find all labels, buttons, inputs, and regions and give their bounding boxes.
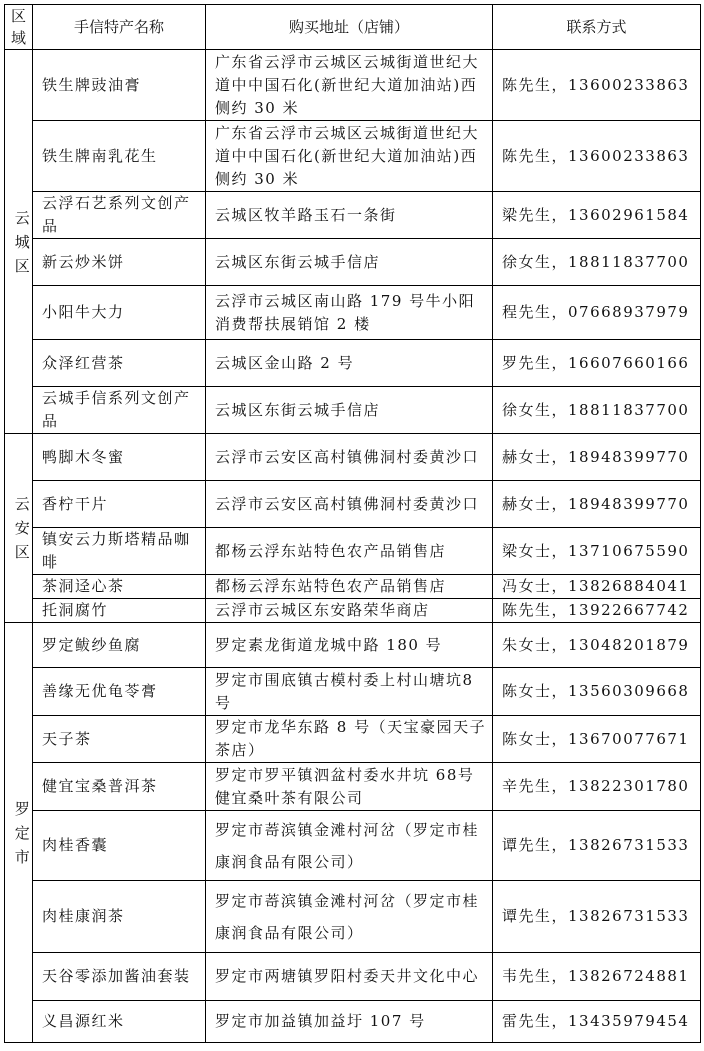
contact-cell: 陈先生，13600233863 <box>493 121 701 192</box>
table-row <box>5 340 701 387</box>
header-row <box>5 5 701 50</box>
contact-cell: 陈先生，13922667742 <box>493 599 701 623</box>
table-row <box>5 575 701 599</box>
table-row <box>5 239 701 286</box>
product-cell: 铁生牌南乳花生 <box>33 121 206 192</box>
contact-cell: 陈先生，13600233863 <box>493 50 701 121</box>
contact-cell: 徐女生，18811837700 <box>493 387 701 434</box>
address-cell: 云浮市云城区南山路 179 号牛小阳消费帮扶展销馆 2 楼 <box>206 286 493 340</box>
product-cell: 健宜宝桑普洱茶 <box>33 763 206 811</box>
address-cell: 罗定市䓫滨镇金滩村河岔（罗定市桂康润食品有限公司） <box>206 811 493 881</box>
address-cell: 云浮市云安区高村镇佛洞村委黄沙口 <box>206 481 493 528</box>
address-cell: 云浮市云城区东安路荣华商店 <box>206 599 493 623</box>
contact-cell: 冯女士，13826884041 <box>493 575 701 599</box>
product-cell: 铁生牌豉油膏 <box>33 50 206 121</box>
contact-cell: 朱女士，13048201879 <box>493 623 701 668</box>
contact-cell: 赫女士，18948399770 <box>493 434 701 481</box>
product-cell: 小阳牛大力 <box>33 286 206 340</box>
address-cell: 云城区东街云城手信店 <box>206 239 493 286</box>
address-cell: 广东省云浮市云城区云城街道世纪大道中中国石化(新世纪大道加油站)西侧约 30 米 <box>206 50 493 121</box>
table-row <box>5 763 701 811</box>
address-cell: 罗定市加益镇加益圩 107 号 <box>206 1001 493 1043</box>
header-address: 购买地址（店铺） <box>206 5 493 50</box>
table-row <box>5 286 701 340</box>
table-row <box>5 50 701 121</box>
product-cell: 云城手信系列文创产品 <box>33 387 206 434</box>
address-cell: 罗定市围底镇古模村委上村山塘坑8 号 <box>206 668 493 716</box>
address-cell: 云城区东街云城手信店 <box>206 387 493 434</box>
table-row <box>5 716 701 763</box>
table-row <box>5 481 701 528</box>
contact-cell: 程先生，07668937979 <box>493 286 701 340</box>
contact-cell: 谭先生，13826731533 <box>493 881 701 953</box>
contact-cell: 陈女士，13560309668 <box>493 668 701 716</box>
address-cell: 广东省云浮市云城区云城街道世纪大道中中国石化(新世纪大道加油站)西侧约 30 米 <box>206 121 493 192</box>
contact-cell: 梁先生，13602961584 <box>493 192 701 239</box>
product-cell: 云浮石艺系列文创产品 <box>33 192 206 239</box>
table-row <box>5 434 701 481</box>
address-cell: 云城区牧羊路玉石一条街 <box>206 192 493 239</box>
product-cell: 镇安云力斯塔精品咖啡 <box>33 528 206 575</box>
product-cell: 托洞腐竹 <box>33 599 206 623</box>
table-row <box>5 668 701 716</box>
address-cell: 罗定市罗平镇泗盆村委水井坑 68号健宜桑叶茶有限公司 <box>206 763 493 811</box>
header-product: 手信特产名称 <box>33 5 206 50</box>
table-row <box>5 623 701 668</box>
product-cell: 义昌源红米 <box>33 1001 206 1043</box>
product-cell: 香柠干片 <box>33 481 206 528</box>
address-cell: 云城区金山路 2 号 <box>206 340 493 387</box>
product-cell: 肉桂康润茶 <box>33 881 206 953</box>
contact-cell: 罗先生，16607660166 <box>493 340 701 387</box>
region-cell: 云安区 <box>5 434 33 623</box>
address-cell: 云浮市云安区高村镇佛洞村委黄沙口 <box>206 434 493 481</box>
table-row <box>5 953 701 1001</box>
table-row <box>5 599 701 623</box>
table-row <box>5 528 701 575</box>
address-cell: 罗定市䓫滨镇金滩村河岔（罗定市桂康润食品有限公司） <box>206 881 493 953</box>
table-row <box>5 811 701 881</box>
table-row <box>5 121 701 192</box>
address-cell: 都杨云浮东站特色农产品销售店 <box>206 528 493 575</box>
contact-cell: 谭先生，13826731533 <box>493 811 701 881</box>
address-cell: 罗定素龙街道龙城中路 180 号 <box>206 623 493 668</box>
address-cell: 都杨云浮东站特色农产品销售店 <box>206 575 493 599</box>
contact-cell: 陈女士，13670077671 <box>493 716 701 763</box>
contact-cell: 梁女士，13710675590 <box>493 528 701 575</box>
product-cell: 众泽红营茶 <box>33 340 206 387</box>
table-row <box>5 192 701 239</box>
contact-cell: 辛先生，13822301780 <box>493 763 701 811</box>
contact-cell: 赫女士，18948399770 <box>493 481 701 528</box>
region-cell: 云城区 <box>5 50 33 434</box>
product-cell: 善缘无优龟苓膏 <box>33 668 206 716</box>
header-contact: 联系方式 <box>493 5 701 50</box>
address-cell: 罗定市龙华东路 8 号（天宝豪园天子茶店） <box>206 716 493 763</box>
region-cell: 罗定市 <box>5 623 33 1043</box>
contact-cell: 雷先生，13435979454 <box>493 1001 701 1043</box>
table-row <box>5 1001 701 1043</box>
product-cell: 新云炒米饼 <box>33 239 206 286</box>
contact-cell: 韦先生，13826724881 <box>493 953 701 1001</box>
product-cell: 鸭脚木冬蜜 <box>33 434 206 481</box>
header-region: 区域 <box>5 5 33 50</box>
product-cell: 天谷零添加酱油套装 <box>33 953 206 1001</box>
product-cell: 茶洞迳心茶 <box>33 575 206 599</box>
table-row <box>5 387 701 434</box>
product-cell: 天子茶 <box>33 716 206 763</box>
address-cell: 罗定市两塘镇罗阳村委天井文化中心 <box>206 953 493 1001</box>
contact-cell: 徐女生，18811837700 <box>493 239 701 286</box>
table-row <box>5 881 701 953</box>
product-cell: 罗定鲅纱鱼腐 <box>33 623 206 668</box>
specialty-table <box>4 4 701 1043</box>
product-cell: 肉桂香囊 <box>33 811 206 881</box>
